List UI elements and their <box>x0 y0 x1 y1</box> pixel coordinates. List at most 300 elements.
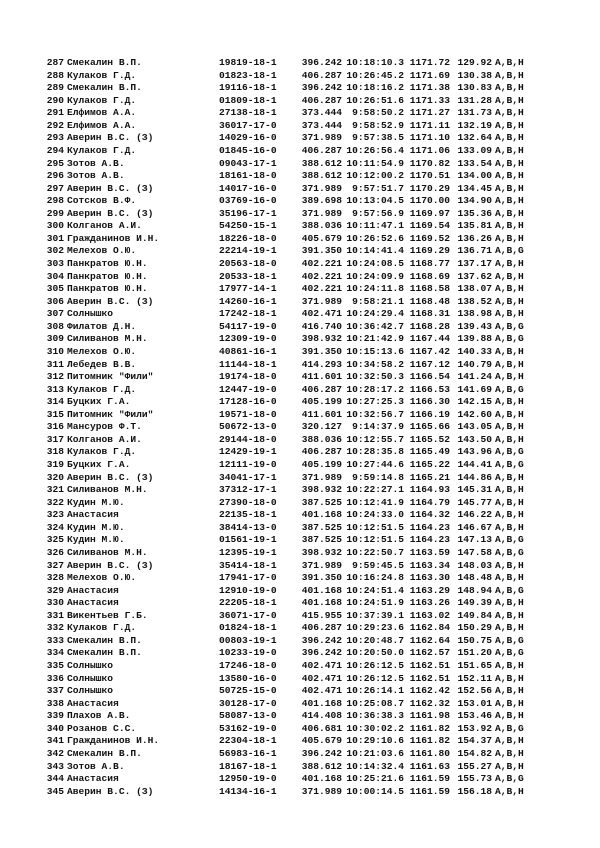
flags: A,B,H <box>495 559 524 571</box>
arrival-time: 10:25:21.6 <box>346 773 404 785</box>
coefficient: 1169.52 <box>409 232 450 244</box>
place-number: 321 <box>46 484 64 496</box>
fancier-name: Силиванов М.Н. <box>67 546 148 558</box>
fancier-name: Розанов С.С. <box>67 722 137 734</box>
ring-number: 50672-13-0 <box>219 421 277 433</box>
distance: 416.740 <box>301 320 342 332</box>
place-number: 295 <box>46 157 64 169</box>
arrival-time: 10:18:16.2 <box>346 82 404 94</box>
distance: 371.989 <box>301 559 342 571</box>
speed: 155.27 <box>457 760 492 772</box>
speed: 133.09 <box>457 144 492 156</box>
table-row <box>0 685 600 698</box>
flags: A,B,H <box>495 396 524 408</box>
place-number: 304 <box>46 270 64 282</box>
table-row <box>0 647 600 660</box>
table-row <box>0 572 600 585</box>
arrival-time: 10:12:51.5 <box>346 534 404 546</box>
ring-number: 01809-18-1 <box>219 94 277 106</box>
table-row <box>0 57 600 70</box>
flags: A,B,H <box>495 697 524 709</box>
ring-number: 50725-15-0 <box>219 685 277 697</box>
table-row <box>0 346 600 359</box>
fancier-name: Питомник "Фили" <box>67 408 154 420</box>
coefficient: 1168.31 <box>409 308 450 320</box>
speed: 147.13 <box>457 534 492 546</box>
fancier-name: Мелехов О.Ю. <box>67 345 137 357</box>
speed: 153.92 <box>457 722 492 734</box>
distance: 406.287 <box>301 383 342 395</box>
ring-number: 35414-18-1 <box>219 559 277 571</box>
table-row <box>0 409 600 422</box>
flags: A,B,H <box>495 672 524 684</box>
ring-number: 14260-16-1 <box>219 295 277 307</box>
speed: 153.01 <box>457 697 492 709</box>
fancier-name: Анастасия <box>67 509 119 521</box>
distance: 402.471 <box>301 672 342 684</box>
place-number: 344 <box>46 773 64 785</box>
arrival-time: 10:26:12.5 <box>346 660 404 671</box>
table-row <box>0 195 600 208</box>
speed: 133.54 <box>457 157 492 169</box>
coefficient: 1166.30 <box>409 396 450 408</box>
speed: 145.77 <box>457 496 492 508</box>
arrival-time: 10:00:14.5 <box>346 785 404 797</box>
ring-number: 22304-18-1 <box>219 735 277 747</box>
ring-number: 18226-18-0 <box>219 232 277 244</box>
distance: 411.601 <box>301 371 342 383</box>
distance: 391.350 <box>301 572 342 584</box>
fancier-name: Питомник "Фили" <box>67 371 154 383</box>
table-row <box>0 208 600 221</box>
flags: A,B,H <box>495 660 524 671</box>
ring-number: 12447-19-0 <box>219 383 277 395</box>
distance: 396.242 <box>301 82 342 94</box>
flags: A,B,H <box>495 735 524 747</box>
table-row <box>0 233 600 246</box>
distance: 371.989 <box>301 132 342 144</box>
arrival-time: 10:28:35.8 <box>346 446 404 458</box>
fancier-name: Аверин В.С. (З) <box>67 471 154 483</box>
arrival-time: 10:24:51.4 <box>346 584 404 596</box>
speed: 135.81 <box>457 220 492 232</box>
fancier-name: Филатов Д.Н. <box>67 320 137 332</box>
arrival-time: 10:20:50.0 <box>346 647 404 659</box>
distance: 388.612 <box>301 157 342 169</box>
ring-number: 35196-17-1 <box>219 207 277 219</box>
speed: 148.03 <box>457 559 492 571</box>
distance: 414.408 <box>301 710 342 722</box>
fancier-name: Зотов А.В. <box>67 170 125 182</box>
flags: A,B,G <box>495 446 524 458</box>
table-row <box>0 245 600 258</box>
speed: 154.82 <box>457 747 492 759</box>
coefficient: 1165.49 <box>409 446 450 458</box>
fancier-name: Мансуров Ф.Т. <box>67 421 142 433</box>
speed: 132.19 <box>457 119 492 131</box>
coefficient: 1171.11 <box>409 119 450 131</box>
ring-number: 10233-19-0 <box>219 647 277 659</box>
flags: A,B,H <box>495 119 524 131</box>
arrival-time: 10:32:50.3 <box>346 371 404 383</box>
distance: 401.168 <box>301 697 342 709</box>
ring-number: 12111-19-0 <box>219 459 277 470</box>
speed: 141.24 <box>457 371 492 383</box>
coefficient: 1161.63 <box>409 760 450 772</box>
coefficient: 1161.59 <box>409 785 450 797</box>
table-row <box>0 459 600 472</box>
fancier-name: Панкратов Ю.Н. <box>67 283 148 295</box>
flags: A,B,H <box>495 345 524 357</box>
ring-number: 19116-18-1 <box>219 82 277 94</box>
distance: 396.242 <box>301 647 342 659</box>
ring-number: 36017-17-0 <box>219 119 277 131</box>
flags: A,B,H <box>495 471 524 483</box>
flags: A,B,H <box>495 57 524 68</box>
place-number: 310 <box>46 345 64 357</box>
coefficient: 1161.98 <box>409 710 450 722</box>
speed: 143.50 <box>457 433 492 445</box>
ring-number: 11144-18-1 <box>219 358 277 370</box>
distance: 371.989 <box>301 471 342 483</box>
place-number: 331 <box>46 609 64 621</box>
place-number: 302 <box>46 245 64 257</box>
table-row <box>0 585 600 598</box>
ring-number: 14017-16-0 <box>219 182 277 194</box>
coefficient: 1170.00 <box>409 195 450 207</box>
table-row <box>0 534 600 547</box>
fancier-name: Аверин В.С. (З) <box>67 559 154 571</box>
flags: A,B,H <box>495 283 524 295</box>
place-number: 316 <box>46 421 64 433</box>
coefficient: 1168.69 <box>409 270 450 282</box>
arrival-time: 10:29:23.6 <box>346 622 404 634</box>
fancier-name: Смекалин В.П. <box>67 634 142 646</box>
distance: 388.612 <box>301 760 342 772</box>
flags: A,B,G <box>495 773 524 785</box>
speed: 135.36 <box>457 207 492 219</box>
flags: A,B,H <box>495 421 524 433</box>
distance: 405.679 <box>301 735 342 747</box>
place-number: 338 <box>46 697 64 709</box>
fancier-name: Солнышко <box>67 672 114 684</box>
table-row <box>0 635 600 648</box>
place-number: 327 <box>46 559 64 571</box>
speed: 139.43 <box>457 320 492 332</box>
speed: 143.05 <box>457 421 492 433</box>
distance: 387.525 <box>301 521 342 533</box>
ring-number: 12950-19-0 <box>219 773 277 785</box>
coefficient: 1166.54 <box>409 371 450 383</box>
coefficient: 1164.23 <box>409 521 450 533</box>
speed: 131.28 <box>457 94 492 106</box>
table-row <box>0 673 600 686</box>
distance: 388.612 <box>301 170 342 182</box>
coefficient: 1171.06 <box>409 144 450 156</box>
ring-number: 13580-16-0 <box>219 672 277 684</box>
ring-number: 00803-19-1 <box>219 634 277 646</box>
ring-number: 12395-19-1 <box>219 546 277 558</box>
arrival-time: 10:12:00.2 <box>346 170 404 182</box>
coefficient: 1171.10 <box>409 132 450 144</box>
speed: 142.60 <box>457 408 492 420</box>
speed: 136.26 <box>457 232 492 244</box>
distance: 402.221 <box>301 283 342 295</box>
place-number: 293 <box>46 132 64 144</box>
speed: 129.92 <box>457 57 492 68</box>
table-row <box>0 610 600 623</box>
flags: A,B,H <box>495 710 524 722</box>
speed: 148.94 <box>457 584 492 596</box>
arrival-time: 10:18:10.3 <box>346 57 404 68</box>
arrival-time: 10:29:10.6 <box>346 735 404 747</box>
table-row <box>0 384 600 397</box>
table-row <box>0 333 600 346</box>
arrival-time: 10:21:03.6 <box>346 747 404 759</box>
flags: A,B,H <box>495 182 524 194</box>
ring-number: 20533-18-1 <box>219 270 277 282</box>
flags: A,B,H <box>495 521 524 533</box>
fancier-name: Смекалин В.П. <box>67 82 142 94</box>
flags: A,B,H <box>495 509 524 521</box>
coefficient: 1170.82 <box>409 157 450 169</box>
distance: 398.932 <box>301 333 342 345</box>
flags: A,B,H <box>495 195 524 207</box>
place-number: 341 <box>46 735 64 747</box>
distance: 401.168 <box>301 584 342 596</box>
distance: 388.036 <box>301 433 342 445</box>
arrival-time: 10:24:11.8 <box>346 283 404 295</box>
distance: 406.287 <box>301 94 342 106</box>
ring-number: 29144-18-0 <box>219 433 277 445</box>
arrival-time: 9:57:38.5 <box>352 132 404 144</box>
coefficient: 1168.28 <box>409 320 450 332</box>
coefficient: 1171.33 <box>409 94 450 106</box>
ring-number: 17128-16-0 <box>219 396 277 408</box>
coefficient: 1161.82 <box>409 722 450 734</box>
speed: 143.96 <box>457 446 492 458</box>
speed: 152.56 <box>457 685 492 697</box>
table-row <box>0 434 600 447</box>
fancier-name: Солнышко <box>67 685 114 697</box>
table-row <box>0 597 600 610</box>
coefficient: 1162.57 <box>409 647 450 659</box>
speed: 139.88 <box>457 333 492 345</box>
arrival-time: 10:32:56.7 <box>346 408 404 420</box>
table-row <box>0 396 600 409</box>
distance: 371.989 <box>301 295 342 307</box>
coefficient: 1163.30 <box>409 572 450 584</box>
place-number: 309 <box>46 333 64 345</box>
flags: A,B,H <box>495 496 524 508</box>
table-row <box>0 484 600 497</box>
fancier-name: Мелехов О.Ю. <box>67 572 137 584</box>
speed: 134.00 <box>457 170 492 182</box>
arrival-time: 9:58:50.2 <box>352 107 404 119</box>
flags: A,B,H <box>495 82 524 94</box>
place-number: 333 <box>46 634 64 646</box>
flags: A,B,H <box>495 308 524 320</box>
distance: 405.199 <box>301 396 342 408</box>
flags: A,B,H <box>495 572 524 584</box>
table-row <box>0 145 600 158</box>
place-number: 318 <box>46 446 64 458</box>
flags: A,B,H <box>495 785 524 797</box>
place-number: 326 <box>46 546 64 558</box>
table-row <box>0 547 600 560</box>
flags: A,B,H <box>495 69 524 81</box>
place-number: 294 <box>46 144 64 156</box>
distance: 401.168 <box>301 597 342 609</box>
arrival-time: 10:24:51.9 <box>346 597 404 609</box>
coefficient: 1171.38 <box>409 82 450 94</box>
ring-number: 14029-16-0 <box>219 132 277 144</box>
table-row <box>0 170 600 183</box>
ring-number: 54250-15-1 <box>219 220 277 232</box>
fancier-name: Анастасия <box>67 697 119 709</box>
place-number: 328 <box>46 572 64 584</box>
table-row <box>0 359 600 372</box>
arrival-time: 10:14:41.4 <box>346 245 404 257</box>
table-row <box>0 220 600 233</box>
speed: 138.07 <box>457 283 492 295</box>
place-number: 340 <box>46 722 64 734</box>
fancier-name: Анастасия <box>67 597 119 609</box>
flags: A,B,H <box>495 408 524 420</box>
fancier-name: Солнышко <box>67 308 114 320</box>
coefficient: 1167.44 <box>409 333 450 345</box>
fancier-name: Кулаков Г.Д. <box>67 383 137 395</box>
flags: A,B,G <box>495 245 524 257</box>
speed: 152.11 <box>457 672 492 684</box>
flags: A,B,G <box>495 534 524 546</box>
ring-number: 01561-19-1 <box>219 534 277 546</box>
table-row <box>0 296 600 309</box>
table-row <box>0 497 600 510</box>
ring-number: 22214-19-1 <box>219 245 277 257</box>
fancier-name: Буцких Г.А. <box>67 396 131 408</box>
place-number: 337 <box>46 685 64 697</box>
place-number: 289 <box>46 82 64 94</box>
fancier-name: Аверин В.С. (З) <box>67 785 154 797</box>
arrival-time: 10:24:08.5 <box>346 258 404 269</box>
place-number: 308 <box>46 320 64 332</box>
speed: 146.67 <box>457 521 492 533</box>
place-number: 329 <box>46 584 64 596</box>
table-row <box>0 321 600 334</box>
speed: 150.75 <box>457 634 492 646</box>
flags: A,B,H <box>495 609 524 621</box>
speed: 155.73 <box>457 773 492 785</box>
speed: 134.45 <box>457 182 492 194</box>
place-number: 330 <box>46 597 64 609</box>
fancier-name: Лебедев В.В. <box>67 358 137 370</box>
arrival-time: 9:59:14.8 <box>352 471 404 483</box>
place-number: 315 <box>46 408 64 420</box>
ring-number: 56983-16-1 <box>219 747 277 759</box>
coefficient: 1162.51 <box>409 672 450 684</box>
coefficient: 1163.29 <box>409 584 450 596</box>
distance: 406.681 <box>301 722 342 734</box>
arrival-time: 9:57:51.7 <box>352 182 404 194</box>
flags: A,B,H <box>495 232 524 244</box>
fancier-name: Кудин М.Ю. <box>67 521 125 533</box>
distance: 320.127 <box>301 421 342 433</box>
place-number: 306 <box>46 295 64 307</box>
fancier-name: Плахов А.В. <box>67 710 131 722</box>
flags: A,B,H <box>495 132 524 144</box>
fancier-name: Гражданинов И.Н. <box>67 232 160 244</box>
distance: 411.601 <box>301 408 342 420</box>
arrival-time: 10:26:52.6 <box>346 232 404 244</box>
place-number: 314 <box>46 396 64 408</box>
table-row <box>0 698 600 711</box>
speed: 151.20 <box>457 647 492 659</box>
fancier-name: Смекалин В.П. <box>67 57 142 68</box>
place-number: 297 <box>46 182 64 194</box>
flags: A,B,H <box>495 358 524 370</box>
speed: 131.73 <box>457 107 492 119</box>
coefficient: 1167.12 <box>409 358 450 370</box>
arrival-time: 10:37:39.1 <box>346 609 404 621</box>
ring-number: 38414-13-0 <box>219 521 277 533</box>
arrival-time: 10:26:45.2 <box>346 69 404 81</box>
table-row <box>0 446 600 459</box>
fancier-name: Кулаков Г.Д. <box>67 622 137 634</box>
distance: 373.444 <box>301 107 342 119</box>
speed: 140.33 <box>457 345 492 357</box>
ring-number: 18167-18-1 <box>219 760 277 772</box>
distance: 396.242 <box>301 57 342 68</box>
coefficient: 1166.19 <box>409 408 450 420</box>
ring-number: 19571-18-0 <box>219 408 277 420</box>
arrival-time: 10:25:08.7 <box>346 697 404 709</box>
place-number: 298 <box>46 195 64 207</box>
coefficient: 1170.51 <box>409 170 450 182</box>
coefficient: 1161.82 <box>409 735 450 747</box>
place-number: 303 <box>46 258 64 269</box>
arrival-time: 10:12:55.7 <box>346 433 404 445</box>
coefficient: 1162.64 <box>409 634 450 646</box>
coefficient: 1170.29 <box>409 182 450 194</box>
distance: 401.168 <box>301 509 342 521</box>
fancier-name: Викентьев Г.Б. <box>67 609 148 621</box>
coefficient: 1168.48 <box>409 295 450 307</box>
arrival-time: 10:11:47.1 <box>346 220 404 232</box>
arrival-time: 10:26:51.6 <box>346 94 404 106</box>
place-number: 307 <box>46 308 64 320</box>
arrival-time: 10:26:56.4 <box>346 144 404 156</box>
flags: A,B,H <box>495 207 524 219</box>
fancier-name: Елфимов А.А. <box>67 107 137 119</box>
arrival-time: 10:12:41.9 <box>346 496 404 508</box>
distance: 405.199 <box>301 459 342 470</box>
table-row <box>0 660 600 673</box>
table-row <box>0 70 600 83</box>
flags: A,B,H <box>495 270 524 282</box>
distance: 387.525 <box>301 534 342 546</box>
place-number: 311 <box>46 358 64 370</box>
ring-number: 30128-17-0 <box>219 697 277 709</box>
ring-number: 22205-18-1 <box>219 597 277 609</box>
coefficient: 1163.26 <box>409 597 450 609</box>
distance: 402.221 <box>301 270 342 282</box>
place-number: 320 <box>46 471 64 483</box>
arrival-time: 10:15:13.6 <box>346 345 404 357</box>
distance: 388.036 <box>301 220 342 232</box>
ring-number: 36071-17-0 <box>219 609 277 621</box>
coefficient: 1171.27 <box>409 107 450 119</box>
